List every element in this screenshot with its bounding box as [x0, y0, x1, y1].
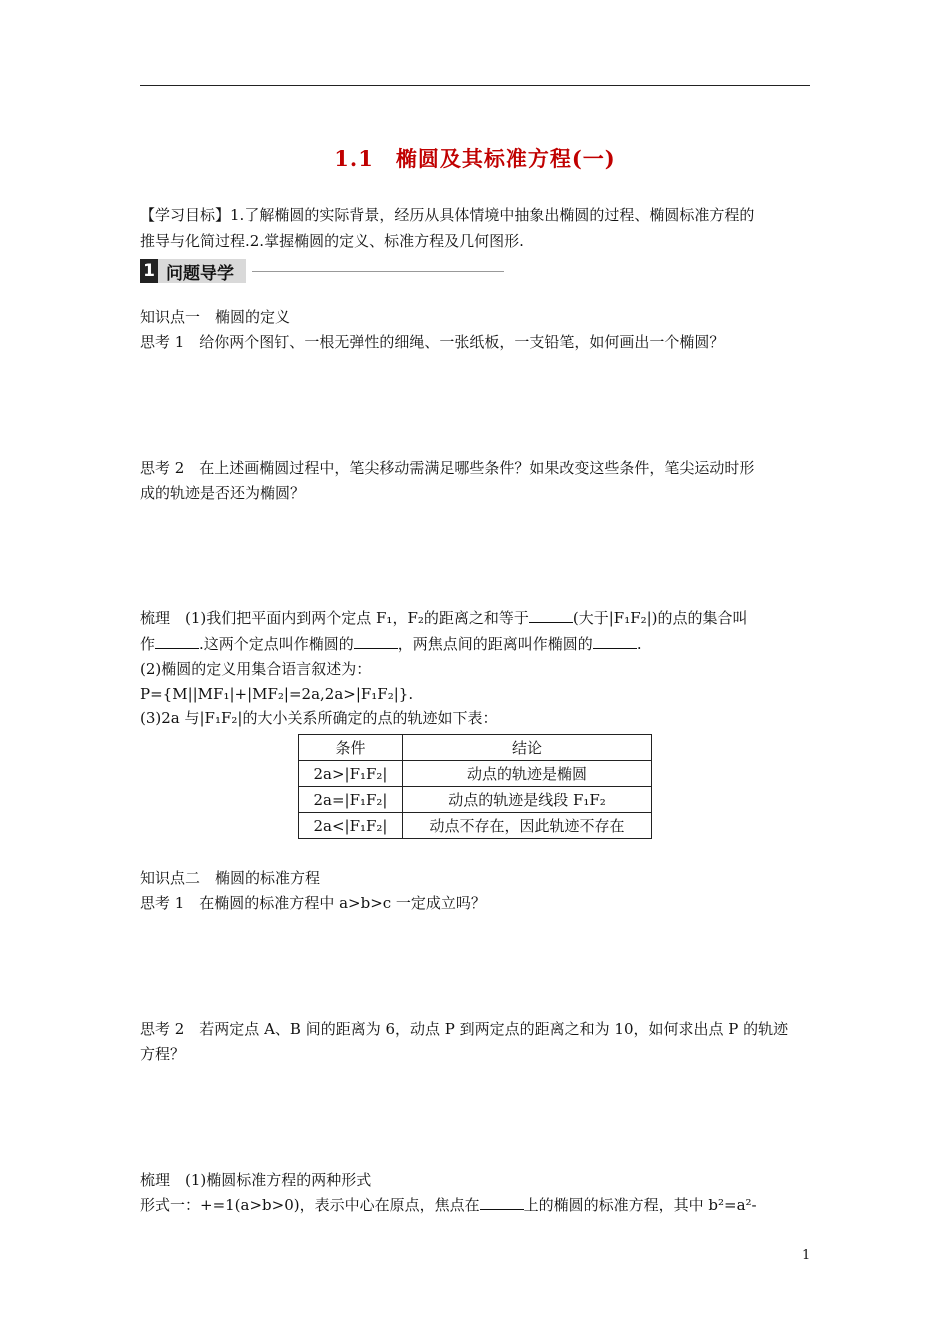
table-cell: 动点的轨迹是椭圆 [403, 761, 652, 787]
objectives-line-2: 推导与化简过程.2.掌握椭圆的定义、标准方程及几何图形. [140, 232, 524, 250]
kp1-think2-line1: 思考 2 在上述画椭圆过程中，笔尖移动需满足哪些条件？如果改变这些条件，笔尖运动时形 [140, 459, 755, 477]
kp1-think2-line2: 成的轨迹是否还为椭圆？ [140, 484, 306, 502]
kp2-summary-line1: 梳理 (1)椭圆标准方程的两种形式 [140, 1171, 372, 1189]
fill-blank [529, 606, 573, 623]
kp2-think2-line1: 思考 2 若两定点 A、B 间的距离为 6，动点 P 到两定点的距离之和为 10，如何求出点 P 的轨迹 [140, 1020, 789, 1038]
section-label: 问题导学 [158, 259, 246, 283]
kp1-summary-line4: P={M||MF₁|+|MF₂|=2a,2a>|F₁F₂|}. [140, 685, 414, 703]
table-row [299, 813, 652, 839]
kp1-heading: 知识点一 椭圆的定义 [140, 308, 291, 326]
header-rule [140, 85, 810, 86]
kp2-think2-line2: 方程？ [140, 1045, 186, 1063]
kp2-think1: 思考 1 在椭圆的标准方程中 a>b>c 一定成立吗？ [140, 894, 486, 912]
fill-blank [480, 1193, 524, 1210]
objectives-line-1: 【学习目标】1.了解椭圆的实际背景，经历从具体情境中抽象出椭圆的过程、椭圆标准方程的 [140, 206, 755, 224]
fill-blank [354, 632, 398, 649]
section-number: 1 [140, 259, 158, 283]
kp2-summary-line2: 形式一：+=1(a>b>0)，表示中心在原点，焦点在 上的椭圆的标准方程，其中 b²=a²- [140, 1193, 812, 1217]
table-row [299, 761, 652, 787]
table-header-cell: 条件 [299, 735, 403, 761]
kp1-summary-line2: 作 .这两个定点叫作椭圆的 ，两焦点间的距离叫作椭圆的 . [140, 632, 812, 656]
title-number: 1.1 [334, 146, 374, 171]
section-rule [252, 271, 504, 272]
table-header-cell: 结论 [403, 735, 652, 761]
table-cell: 动点不存在，因此轨迹不存在 [403, 813, 652, 839]
fill-blank [593, 632, 637, 649]
table-row [299, 787, 652, 813]
kp1-summary-line3: (2)椭圆的定义用集合语言叙述为： [140, 660, 372, 678]
table-cell: 动点的轨迹是线段 F₁F₂ [403, 787, 652, 813]
table-cell: 2a=|F₁F₂| [299, 787, 403, 813]
fill-blank [155, 632, 199, 649]
kp1-think1: 思考 1 给你两个图钉、一根无弹性的细绳、一张纸板，一支铅笔，如何画出一个椭圆？ [140, 333, 725, 351]
condition-table [298, 734, 652, 839]
kp2-heading: 知识点二 椭圆的标准方程 [140, 869, 321, 887]
table-cell: 2a>|F₁F₂| [299, 761, 403, 787]
objectives-label: 【学习目标】 [140, 206, 231, 224]
table-header-row [299, 735, 652, 761]
section-header [140, 258, 504, 284]
page-number: 1 [802, 1248, 811, 1263]
table-cell: 2a<|F₁F₂| [299, 813, 403, 839]
page-title [0, 143, 950, 173]
kp1-summary-line5: (3)2a 与|F₁F₂|的大小关系所确定的点的轨迹如下表： [140, 709, 498, 727]
kp1-summary-line1: 梳理 (1)我们把平面内到两个定点 F₁，F₂的距离之和等于 (大于|F₁F₂|)的点的集合叫 [140, 606, 812, 630]
title-text: 椭圆及其标准方程(一) [395, 146, 616, 171]
